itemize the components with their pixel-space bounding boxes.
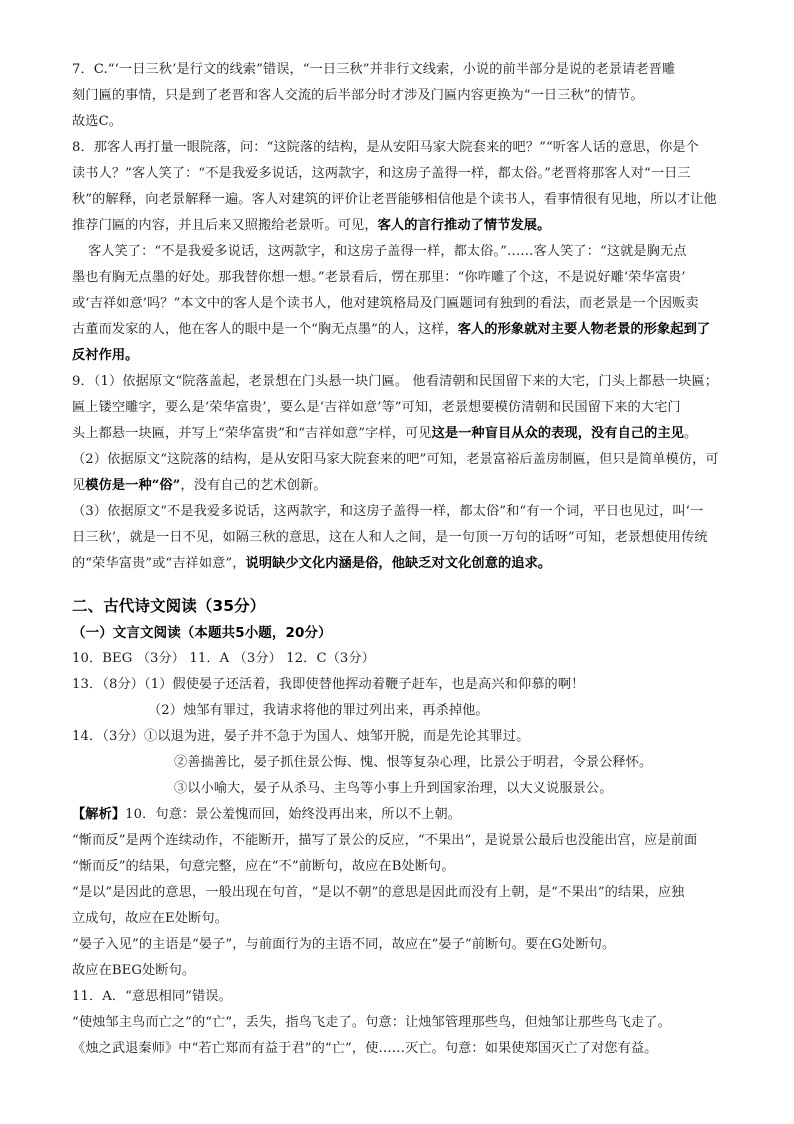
answer-13-2: （2）烛邹有罪过，我请求将他的罪过列出来，再杀掉他。 — [148, 703, 489, 718]
q9-line-5 — [72, 477, 327, 495]
q8-para2-line-2: 墨也有胸无点墨的好处。那我替你想一想。”老景看后，愣在那里：“你咋雕了个这，不是说好雕‘荣华富贵’ — [72, 270, 686, 285]
q8-line-2: 读书人？”客人笑了：“不是我爱多说话，这两款字，和这房子盖得一样，都太俗。”老晋将那客人对“一日三 — [72, 166, 691, 181]
analysis-line-2: “惭而反”是两个连续动作，不能断开，描写了景公的反应，“不果出”，是说景公最后也没能出宫，应是前面 — [72, 833, 698, 848]
q8-para2-bold: 客人的形象就对主要人物老景的形象起到了 — [457, 322, 711, 337]
q8-para2-line-5 — [72, 347, 138, 365]
answers-10-12: 10．BEG （3分） 11．A （3分） 12．C（3分） — [72, 651, 375, 666]
answer-14-1: 14．（3分）①以退为进，晏子并不急于为国人、烛邹开脱，而是先论其罪过。 — [72, 729, 530, 744]
q8-line-4-text: 推荐门匾的内容，并且后来又照搬给老景听。可见， — [72, 218, 378, 233]
q9-point-1-bold: 这是一种盲目从众的表现，没有自己的主见 — [431, 426, 685, 441]
q8-line-1: 8．那客人再打量一眼院落，问：“这院落的结构，是从安阳马家大院套来的吧？”“听客人话的意思，你是个 — [72, 140, 699, 155]
q9-line-3-text: 头上都悬一块匾，并写上“荣华富贵”和“吉祥如意”字样，可见 — [72, 426, 432, 441]
q9-line-1: 9．（1）依据原文“院落盖起，老景想在门头悬一块门匾。 他看清朝和民国留下来的大宅，门头上都悬一块匾； — [72, 374, 719, 389]
analysis-line-1-text: 10．句意：景公羞愧而回，始终没再出来，所以不上朝。 — [125, 807, 462, 822]
q7-line-1: 7．C.“‘一日三秋’是行文的线索”错误，“一日三秋”并非行文线索，小说的前半部分是说的老景请老晋雕 — [72, 62, 676, 77]
answer-14-3: ③以小喻大，晏子从杀马、主鸟等小事上升到国家治理，以大义说服景公。 — [174, 781, 613, 796]
analysis-line-5: 立成句，故应在E处断句。 — [72, 911, 228, 926]
q9-point-2-bold: 模仿是一种“俗” — [85, 478, 181, 493]
q9-line-7: 日三秋’，就是一日不见，如隔三秋的意思，这在人和人之间，是一句顶一万句的话呀”可知，老景想使用传统 — [72, 530, 708, 545]
q9-line-2: 匾上镂空雕字，要么是‘荣华富贵’，要么是‘吉祥如意’等”可知，老景想要模仿清朝和民国留下来的大宅门 — [72, 400, 681, 415]
q8-line-3: 秋”的解释，向老景解释一遍。客人对建筑的评价让老晋能够相信他是个读书人，看事情很有见地，所以才让他 — [72, 192, 717, 207]
q9-line-5-end: ，没有自己的艺术创新。 — [180, 478, 327, 493]
q9-line-5-text: 见 — [72, 478, 86, 493]
analysis-line-7: 故应在BEG处断句。 — [72, 963, 196, 978]
q9-line-8 — [72, 555, 551, 573]
answer-14-2: ②善揣善比，晏子抓住景公悔、愧、恨等复杂心理，比景公于明君，令景公释怀。 — [174, 755, 653, 770]
q8-para2-line-1: 客人笑了：“不是我爱多说话，这两款字，和这房子盖得一样，都太俗。”……客人笑了：“这就是胸无点 — [88, 244, 687, 259]
analysis-line-6: “晏子入见”的主语是“晏子”，与前面行为的主语不同，故应在“晏子”前断句。要在G处断句。 — [72, 937, 616, 952]
q7-line-3: 故选C。 — [72, 114, 123, 129]
q9-line-6: （3）依据原文“不是我爱多说话，这两款字，和这房子盖得一样，都太俗”和“有一个词，平日也见过，叫‘一 — [72, 504, 704, 519]
q9-line-4: （2）依据原文“这院落的结构，是从安阳马家大院套来的吧”可知，老景富裕后盖房制匾，但只是简单模仿，可 — [72, 452, 719, 467]
q7-line-2: 刻门匾的事情，只是到了老晋和客人交流的后半部分时才涉及门匾内容更换为“一日三秋”的情节。 — [72, 88, 644, 103]
q9-point-3-bold: 说明缺少文化内涵是俗，他缺乏对文化创意的追求。 — [245, 556, 552, 571]
q9-line-8-text: 的“荣华富贵”或“吉祥如意”， — [72, 556, 246, 571]
q8-conclusion-bold: 客人的言行推动了情节发展。 — [377, 218, 551, 233]
analysis-line-10: 《烛之武退秦师》中“若亡郑而有益于君”的“亡”，使……灭亡。句意：如果使郑国灭亡了对您有益。 — [72, 1041, 658, 1056]
analysis-line-9: “使烛邹主鸟而亡之”的“亡”，丢失，指鸟飞走了。句意：让烛邹管理那些鸟，但烛邹让那些鸟飞走了。 — [72, 1015, 671, 1030]
q8-para2-line-3: 或‘吉祥如意’吗？”本文中的客人是个读书人，他对建筑格局及门匾题词有独到的看法，而老景是一个因贩卖 — [72, 296, 699, 311]
analysis-line-3: “惭而反”的结果，句意完整，应在“不”前断句，故应在B处断句。 — [72, 859, 455, 874]
q9-line-3-end: 。 — [684, 426, 698, 441]
answer-13-1: 13．（8分）（1）假使晏子还活着，我即使替他挥动着鞭子赶车，也是高兴和仰慕的啊！ — [72, 677, 585, 692]
q8-para2-line-4-text: 古董而发家的人，他在客人的眼中是一个“胸无点墨”的人，这样， — [72, 322, 458, 337]
q9-line-3 — [72, 425, 697, 443]
analysis-line-4: “是以”是因此的意思，一般出现在句首，“是以不朝”的意思是因此而没有上朝，是“不果出”的结果，应独 — [72, 885, 685, 900]
section-2-subtitle: （一）文言文阅读（本题共5小题，20分） — [72, 625, 332, 641]
analysis-line-8: 11．A．“意思相同”错误。 — [72, 989, 232, 1004]
section-2-title: 二、古代诗文阅读（35分） — [72, 597, 266, 615]
analysis-line-1 — [72, 806, 461, 824]
q8-para2-bold-end: 反衬作用。 — [72, 348, 139, 363]
q8-line-4 — [72, 217, 550, 235]
analysis-tag: 【解析】 — [72, 807, 126, 822]
q8-para2-line-4 — [72, 321, 710, 339]
